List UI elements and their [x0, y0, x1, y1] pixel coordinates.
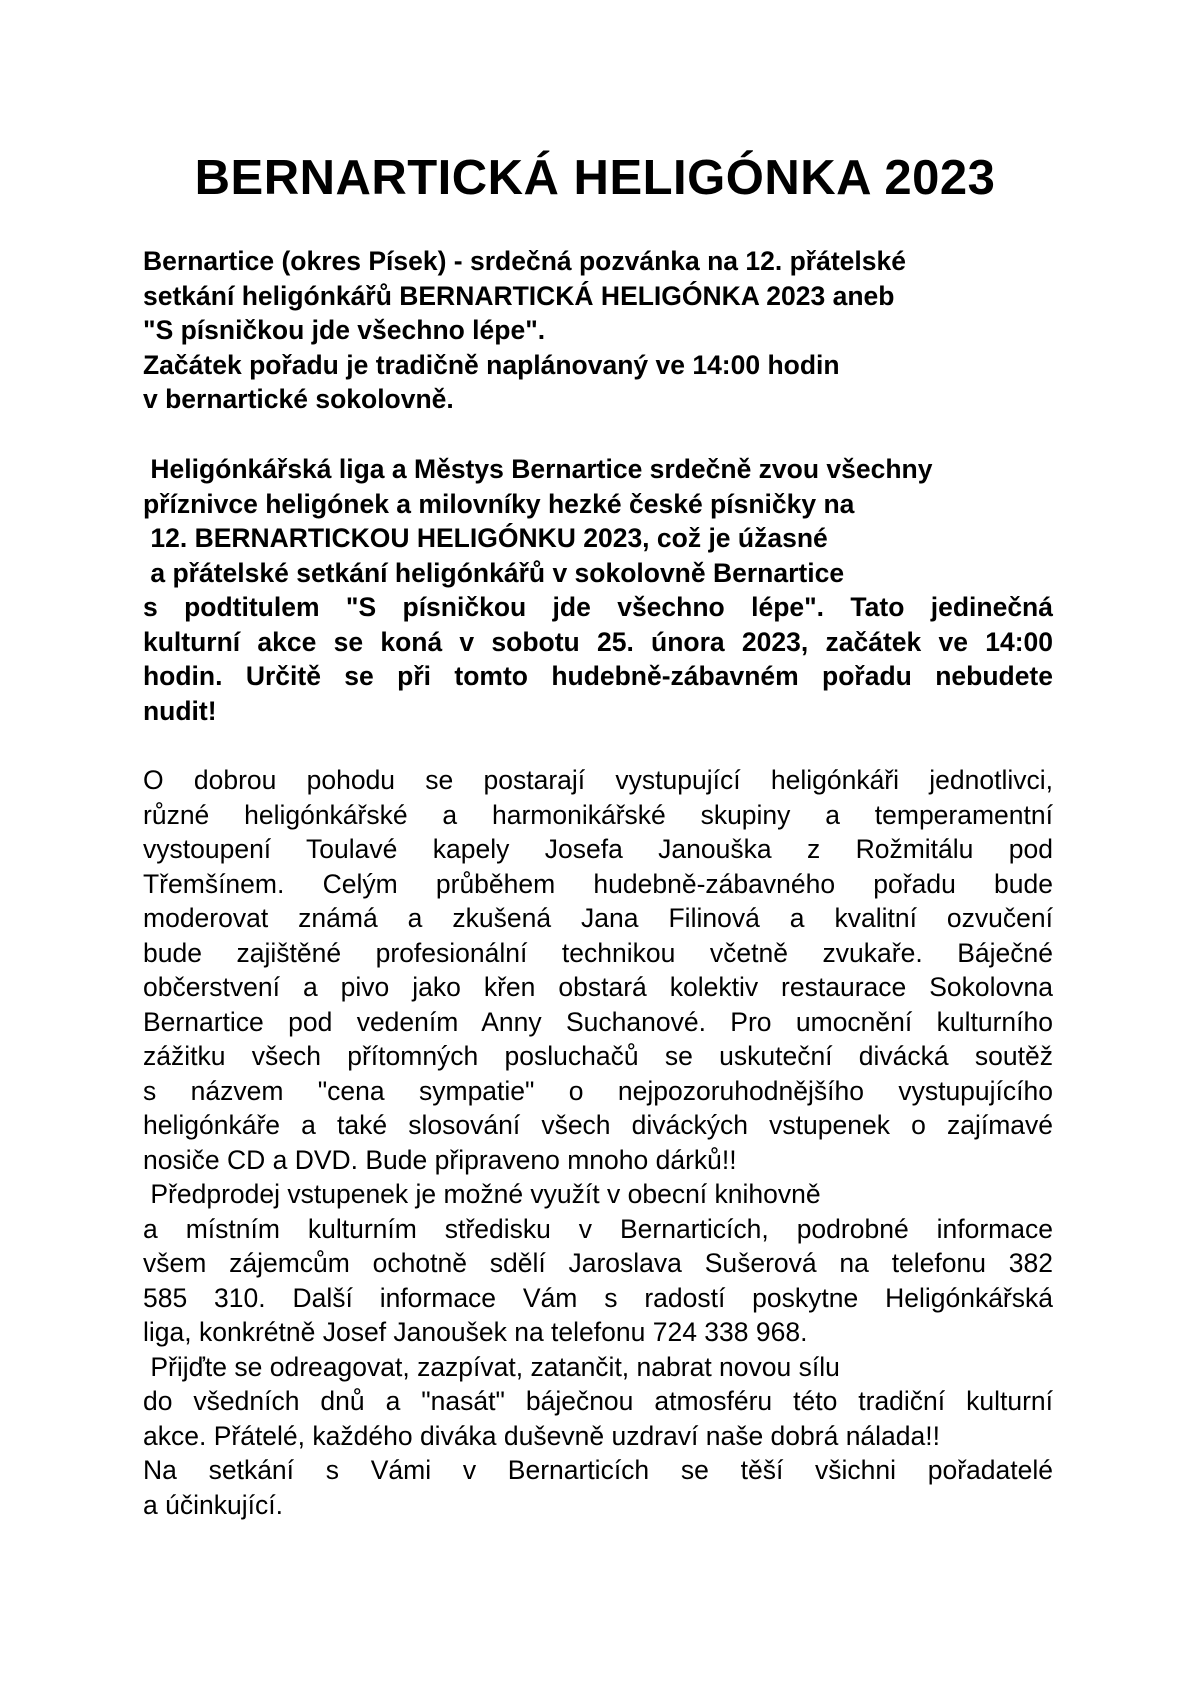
details-line: všem zájemcům ochotně sdělí Jaroslava Sušerová na telefonu 382	[143, 1248, 1053, 1278]
intro-line: v bernartické sokolovně.	[143, 384, 454, 414]
details-line: Třemšínem. Celým průběhem hudebně-zábavného pořadu bude	[143, 868, 1053, 899]
invitation-line: příznivce heligónek a milovníky hezké české písničky na	[143, 488, 855, 519]
details-line: Přijďte se odreagovat, zazpívat, zatančit, nabrat novou sílu	[143, 1351, 840, 1382]
details-line: různé heligónkářské a harmonikářské skupiny a temperamentní	[143, 799, 1053, 830]
details-line: občerstvení a pivo jako křen obstará kolektiv restaurace Sokolovna	[143, 972, 1053, 1002]
details-line: a účinkující.	[143, 1489, 283, 1520]
details-line: Bernartice pod vedením Anny Suchanové. Pro umocnění kulturního	[143, 1006, 1053, 1037]
invitation-line: nudit!	[143, 695, 217, 726]
details-line: akce. Přátelé, každého diváka duševně uzdraví naše dobrá nálada!!	[143, 1420, 940, 1451]
details-line: nosiče CD a DVD. Bude připraveno mnoho dárků!!	[143, 1144, 737, 1175]
intro-paragraph	[143, 244, 1053, 417]
details-line: heligónkáře a také slosování všech diváckých vstupenek o zajímavé	[143, 1110, 1053, 1140]
details-line: liga, konkrétně Josef Janoušek na telefonu 724 338 968.	[143, 1317, 808, 1347]
details-line: moderovat známá a zkušená Jana Filinová a kvalitní ozvučení	[143, 903, 1053, 933]
details-line: do všedních dnů a "nasát" báječnou atmosféru této tradiční kulturní	[143, 1386, 1053, 1416]
invitation-line: kulturní akce se koná v sobotu 25. února 2023, začátek ve 14:00	[143, 626, 1053, 657]
details-line: Na setkání s Vámi v Bernarticích se těší všichni pořadatelé	[143, 1455, 1053, 1485]
details-line: zážitku všech přítomných posluchačů se uskuteční divácká soutěž	[143, 1041, 1053, 1071]
details-line: vystoupení Toulavé kapely Josefa Janouška z Rožmitálu pod	[143, 834, 1053, 864]
intro-line: setkání heligónkářů BERNARTICKÁ HELIGÓNKA 2023 aneb	[143, 280, 895, 311]
intro-line: Bernartice (okres Písek) - srdečná pozvánka na 12. přátelské	[143, 246, 906, 276]
invitation-paragraph	[143, 452, 1053, 728]
invitation-line: 12. BERNARTICKOU HELIGÓNKU 2023, což je úžasné	[143, 523, 828, 553]
details-line: a místním kulturním středisku v Bernarticích, podrobné informace	[143, 1213, 1053, 1244]
intro-line: Začátek pořadu je tradičně naplánovaný ve 14:00 hodin	[143, 349, 840, 380]
invitation-line: hodin. Určitě se při tomto hudebně-zábavném pořadu nebudete	[143, 661, 1053, 691]
invitation-line: Heligónkářská liga a Městys Bernartice srdečně zvou všechny	[143, 454, 933, 484]
details-line: s názvem "cena sympatie" o nejpozoruhodnějšího vystupujícího	[143, 1075, 1053, 1106]
invitation-line: a přátelské setkání heligónkářů v sokolovně Bernartice	[143, 557, 845, 588]
details-line: O dobrou pohodu se postarají vystupující heligónkáři jednotlivci,	[143, 765, 1053, 795]
details-line: Předprodej vstupenek je možné využít v obecní knihovně	[143, 1179, 821, 1209]
invitation-line: s podtitulem "S písničkou jde všechno lépe". Tato jedinečná	[143, 592, 1053, 622]
intro-line: "S písničkou jde všechno lépe".	[143, 315, 546, 345]
details-paragraph	[143, 763, 1053, 1522]
document-title: BERNARTICKÁ HELIGÓNKA 2023	[194, 151, 996, 205]
details-line: bude zajištěné profesionální technikou včetně zvukaře. Báječné	[143, 937, 1053, 968]
details-line: 585 310. Další informace Vám s radostí poskytne Heligónkářská	[143, 1282, 1053, 1313]
